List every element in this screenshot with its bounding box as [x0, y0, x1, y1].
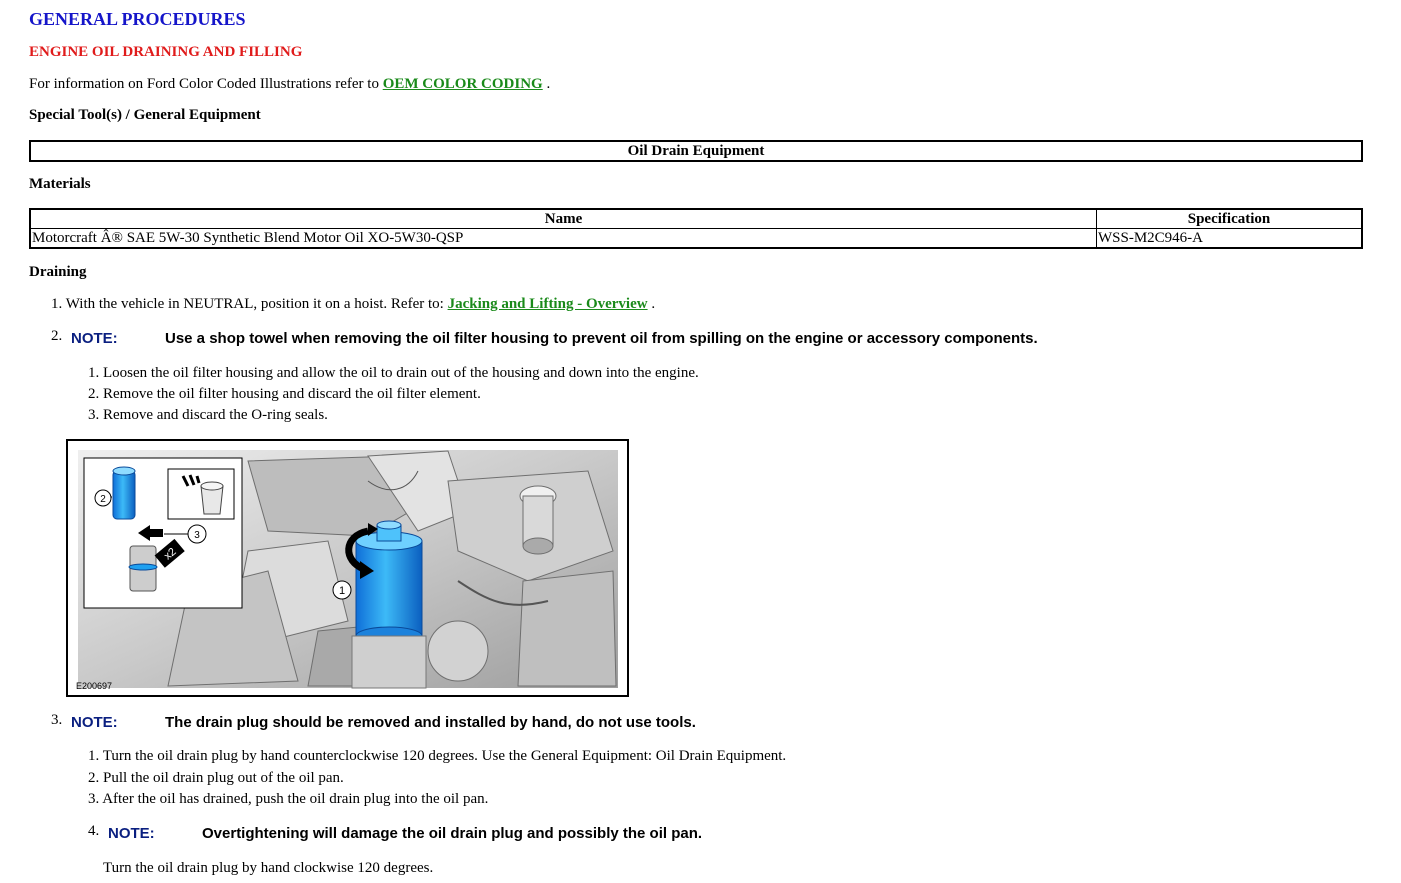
- substep-number: 3.: [88, 407, 100, 423]
- step-3-note-label: NOTE:: [71, 714, 118, 731]
- color-coding-text: For information on Ford Color Coded Illustrations refer to: [29, 76, 379, 92]
- substep-number: 1.: [88, 748, 100, 764]
- oem-color-coding-link[interactable]: OEM COLOR CODING: [382, 76, 543, 92]
- figure-id: E200697: [76, 681, 113, 691]
- callout-1: [333, 581, 351, 599]
- page-title: GENERAL PROCEDURES: [29, 9, 246, 29]
- callout-2-label: 2: [100, 494, 106, 505]
- substep-4-note-label: NOTE:: [108, 825, 155, 842]
- color-coding-period: .: [546, 76, 551, 92]
- substep-number: 3.: [88, 791, 100, 807]
- substep-4-note-text: Overtightening will damage the oil drain plug and possibly the oil pan.: [202, 825, 703, 842]
- substep-text: Loosen the oil filter housing and allow the oil to drain out of the housing and down into the engine.: [103, 365, 699, 381]
- special-tools-table: [29, 140, 1363, 162]
- step-3-note-text: The drain plug should be removed and installed by hand, do not use tools.: [165, 714, 696, 731]
- substep-text: Remove the oil filter housing and discard the oil filter element.: [103, 386, 481, 402]
- materials-name-header: Name: [30, 209, 1097, 229]
- engine-illustration: [68, 441, 627, 695]
- substep-4-text: Turn the oil drain plug by hand clockwise 120 degrees.: [103, 860, 434, 876]
- material-spec-cell: WSS-M2C946-A: [1097, 229, 1363, 249]
- list-item: [88, 386, 481, 403]
- step-2-note-label: NOTE:: [71, 330, 118, 347]
- oil-drain-equipment-cell: Oil Drain Equipment: [30, 141, 1362, 161]
- list-item: [88, 791, 488, 808]
- quantity-label: x2: [161, 545, 179, 563]
- list-item: [88, 407, 328, 424]
- substep-text: Pull the oil drain plug out of the oil pan.: [103, 770, 344, 786]
- substep-text: Turn the oil drain plug by hand counterclockwise 120 degrees. Use the General Equipment: Oil Drain Equipment.: [102, 748, 787, 764]
- substep-number: 1.: [88, 365, 100, 381]
- materials-heading: Materials: [29, 176, 91, 192]
- draining-heading: Draining: [29, 264, 87, 280]
- callout-3-label: 3: [194, 530, 200, 541]
- color-coding-info: [29, 76, 550, 93]
- step-2-number: 2.: [51, 328, 63, 344]
- step-1-period: .: [651, 296, 656, 312]
- step-3-number: 3.: [51, 712, 63, 728]
- material-name-cell: Motorcraft Â® SAE 5W-30 Synthetic Blend Motor Oil XO-5W30-QSP: [30, 229, 1097, 249]
- materials-header-row: [30, 209, 1362, 229]
- list-item: [88, 770, 344, 787]
- substep-number: 2.: [88, 770, 100, 786]
- materials-spec-header: Specification: [1097, 209, 1363, 229]
- substep-text: Remove and discard the O-ring seals.: [103, 407, 328, 423]
- step-1-number: 1.: [51, 296, 63, 312]
- step-1-text: With the vehicle in NEUTRAL, position it on a hoist. Refer to:: [65, 296, 444, 312]
- callout-1-label: 1: [338, 585, 346, 597]
- step-2-note-text: Use a shop towel when removing the oil filter housing to prevent oil from spilling on the engine or accessory components.: [165, 330, 1038, 347]
- materials-table: [29, 208, 1363, 249]
- inset-detail: [84, 458, 242, 608]
- special-tools-heading: Special Tool(s) / General Equipment: [29, 107, 261, 123]
- table-row: [30, 229, 1362, 249]
- step-1: [51, 296, 655, 313]
- oil-filter-housing: [352, 521, 426, 688]
- oil-filter-figure: [66, 439, 629, 697]
- oil-filter-element: [113, 471, 135, 519]
- substep-text: After the oil has drained, push the oil drain plug into the oil pan.: [102, 791, 489, 807]
- procedure-title: ENGINE OIL DRAINING AND FILLING: [29, 44, 303, 60]
- list-item: [88, 365, 699, 382]
- substep-number: 2.: [88, 386, 100, 402]
- list-item: [88, 748, 786, 765]
- jacking-lifting-link[interactable]: Jacking and Lifting - Overview: [447, 296, 648, 312]
- substep-4-number: 4.: [88, 823, 100, 839]
